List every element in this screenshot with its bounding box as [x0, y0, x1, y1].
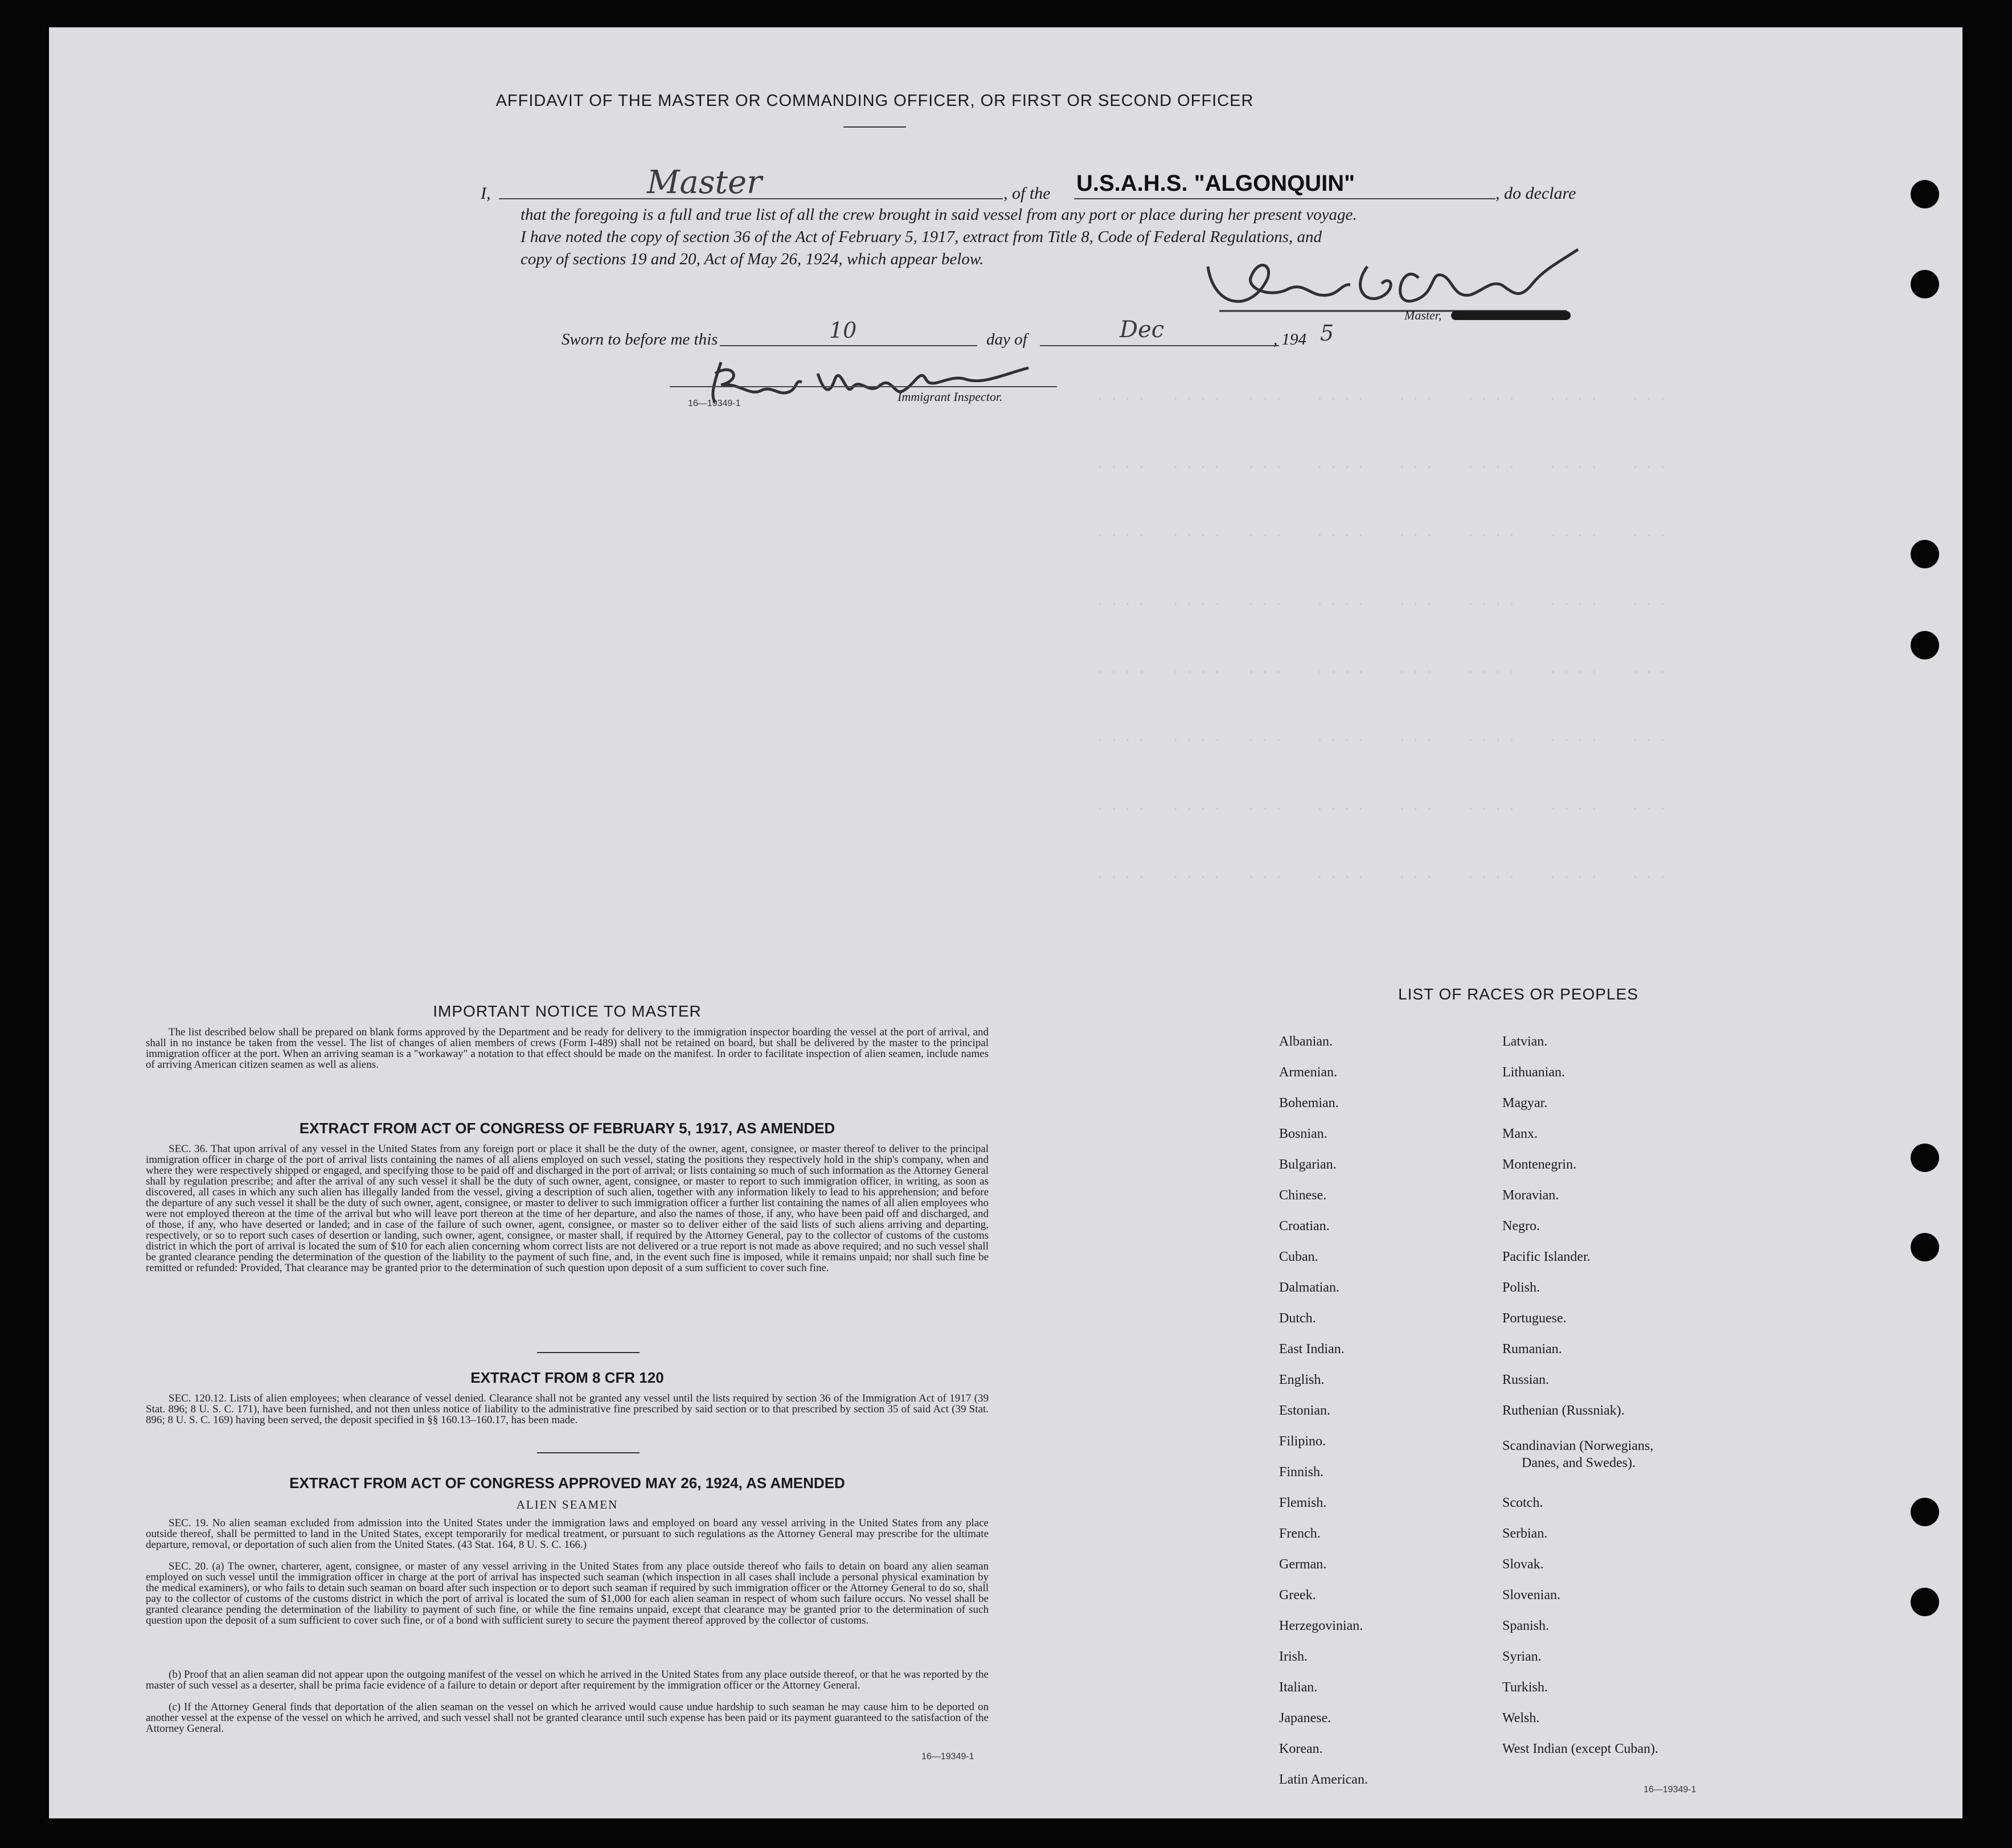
race-item: Bosnian.	[1279, 1126, 1327, 1141]
race-item: Slovak.	[1502, 1557, 1544, 1572]
sworn-label: Sworn to before me this	[562, 330, 718, 349]
race-item: German.	[1279, 1557, 1327, 1572]
race-item: Dalmatian.	[1279, 1280, 1339, 1295]
i-label: I,	[481, 184, 491, 203]
race-item: Ruthenian (Russniak).	[1502, 1403, 1625, 1418]
race-item: Welsh.	[1502, 1711, 1540, 1726]
of-the-label: , of the	[1003, 184, 1051, 203]
extract-1924-sec20a: SEC. 20. (a) The owner, charterer, agent, consignee, or master of any vessel arriving in the United States from any place outside thereof who fails to detain on board any alien seaman employed on such vessel until the immigration officer in charge at the port of arrival has inspected such seaman (which inspection in all cases shall include a personal physical examination by the medical examiners), or who fails to detain such seaman on board after such inspection or to deport such seaman if required by such immigration officer or the Attorney General to do so, shall pay to the collector of customs of the customs district in which the port of arrival is located the sum of $1,000 for each alien seaman in respect of whom such failure occurs. No vessel shall be granted clearance pending the determination of the liability to payment of such fine, or while the fine remains unpaid, except that clearance may be granted prior to the determination of such question upon the deposit of a sum sufficient to cover such fine, or of a bond with sufficient surety to secure the payment thereof approved by the collector of customs.	[146, 1560, 989, 1626]
affidavit-title: AFFIDAVIT OF THE MASTER OR COMMANDING OFFICER, OR FIRST OR SECOND OFFICER	[495, 92, 1254, 110]
extract-1924-subheading: ALIEN SEAMEN	[516, 1498, 618, 1511]
race-item: Russian.	[1502, 1372, 1550, 1387]
document-page: · · · · · · · · · · · · · · · · · · · · · · · · · · · · · · · · · · · · · · · · · · · · · · · · · · · · · · · · · · · · · · · · · · · · · · · · · · · · · · · · · · · · · · · · · · · · · · · · · · · · · · · · · · · · · · · · · · · · · · · · · · · · · · · · · · · · · · · · · · · · · · · · · · · · · · · · · · · · · · · · · · · · · · · · · · · · · · · · · · · · · · · · · · · · · · · · · · · · · · · · · · · · · · · · · · · · · · · · · · · · · · · · · · · · · · · · AFFIDAVIT OF THE MASTER OR COMMANDING OFFICER, OR FIRST OR SECOND OFFICER I, Master , of the U.S.A.H.S. "ALGONQUIN" , do declare that the foregoing is a full and true list of all the crew brought in said vessel from any port or place during her present voyage. I have noted the copy of section 36 of the Act of February 5, 1917, extract from Title 8, Code of Federal Regulations, and copy of sections 19 and 20, Act of May 26, 1924, which appear below. Master, Sworn to before me this 10 day of Dec , 194 5 16—19349-1 Immigrant Inspector. IMPORTANT NOTICE TO MASTER The list described below shall be prepared on blank forms approved by the Department and be ready for delivery to the immigration inspector boarding the vessel at the port of arrival, and shall in no instance be taken from the vessel. The list of changes of alien members of crews (Form I-489) shall not be retained on board, but shall be delivered by the master to the principal immigration officer at the port. When an arriving seaman is a "workaway" a notation to that effect should be made on the manifest. In order to facilitate inspection of alien seamen, include names of arriving American citizen seamen as well as aliens. EXTRACT FROM ACT OF CONGRESS OF FEBRUARY 5, 1917, AS AMENDED SEC. 36. That upon arrival of any vessel in the United States from any foreign port or place it shall be the duty of the owner, agent, consignee, or master thereof to deliver to the principal immigration officer in charge of the port of arrival lists containing the names of all aliens employed on such vessel, stating the positions they respectively hold in the ship's company, when and where they were respectively shipped or engaged, and specifying those to be paid off and discharged in the port of arrival; or lists containing so much of such information as the Attorney General shall by regulation prescribe; and after the arrival of any such vessel it shall be the duty of such owner, agent, consignee, or master to report to such immigration officer, in writing, as soon as discovered, all cases in which any such alien has illegally landed from the vessel, giving a description of such alien, together with any information likely to lead to his apprehension; and before the departure of any such vessel it shall be the duty of such owner, agent, consignee, or master to deliver to such immigration officer a further list containing the names of all alien employees who were not employed thereon at the time of the arrival but who will leave port thereon at the time of her departure, and also the names of those, if any, who have been paid off and discharged, and of those, if any, who have deserted or landed; and in case of the failure of such owner, agent, consignee, or master so to deliver either of the said lists of such aliens arriving and departing, respectively, or so to report such cases of desertion or landing, such owner, agent, consignee, or master shall, if required by the Attorney General, pay to the collector of customs of the customs district in which the port of arrival is located the sum of $10 for each alien concerning whom correct lists are not delivered or a true report is not made as above required; and no such vessel shall be granted clearance pending the determination of the question of the liability to the payment of such fine, and, in the event such fine is imposed, while it remains unpaid; nor shall such fine be remitted or refunded: Provided, That clearance may be granted prior to the determination of such question upon deposit of a sum sufficient to cover such fine. EXTRACT FROM 8 CFR 120 SEC. 120.12. Lists of alien employees; when clearance of vessel denied. Clearance shall not be granted any vessel until the lists required by section 36 of the Immigration Act of 1917 (39 Stat. 896; 8 U. S. C. 171), have been furnished, and not then unless notice of liability to the administrative fine prescribed by said section or to that prescribed by section 35 of said Act (39 Stat. 896; 8 U. S. C. 169) having been served, the deposit specified in §§ 160.13–160.17, has been made. EXTRACT FROM ACT OF CONGRESS APPROVED MAY 26, 1924, AS AMENDED ALIEN SEAMEN SEC. 19. No alien seaman excluded from admission into the United States under the immigration laws and employed on board any vessel arriving in the United States from any place outside thereof, shall be permitted to land in the United States, except temporarily for medical treatment, or pursuant to such regulations as the Attorney General may prescribe for the ultimate departure, removal, or deportation of such alien from the United States. (43 Stat. 164, 8 U. S. C. 166.) SEC. 20. (a) The owner, charterer, agent, consignee, or master of any vessel arriving in the United States from any place outside thereof who fails to detain on board any alien seaman employed on such vessel until the immigration officer in charge at the port of arrival has inspected such seaman (which inspection in all cases shall include a personal physical examination by the medical examiners), or who fails to detain such seaman on board after such inspection or to deport such seaman if required by such immigration officer or the Attorney General to do so, shall pay to the collector of customs of the customs district in which the port of arrival is located the sum of $1,000 for each alien seaman in respect of whom such failure occurs. No vessel shall be granted clearance pending the determination of the liability to payment of such fine, or while the fine remains unpaid, except that clearance may be granted prior to the determination of such question upon the deposit of a sum sufficient to cover such fine, or of a bond with sufficient surety to secure the payment thereof approved by the collector of customs. (b) Proof that an alien seaman did not appear upon the outgoing manifest of the vessel on which he arrived in the United States from any place outside thereof, or that he was reported by the master of such vessel as a deserter, shall be prima facie evidence of a failure to detain or deport after requirement by the immigration officer or the Attorney General. (c) If the Attorney General finds that deportation of the alien seaman on the vessel on which he arrived would cause undue hardship to such seaman he may cause him to be deported on another vessel at the expense of the vessel on which he arrived, and such vessel shall not be granted clearance until such expense has been paid or its payment guaranteed to the satisfaction of the Attorney General. 16—19349-1 LIST OF RACES OR PEOPLES Albanian. Armenian. Bohemian. Bosnian. Bulgarian. Chinese. Croatian. Cuban. Dalmatian. Dutch. East Indian. English. Estonian. Filipino. Finnish. Flemish. French. German. Greek. Herzegovinian. Irish. Italian. Japanese. Korean. Latin American. Latvian. Lithuanian. Magyar. Manx. Montenegrin. Moravian. Negro. Pacific Islander. Polish. Portuguese. Rumanian. Russian. Ruthenian (Russniak). Scandinavian (Norwegians, Danes, and Swedes). Scotch. Serbian. Slovak. Slovenian. Spanish. Syrian. Turkish. Welsh. West Indian (except Cuban). 16—19349-1	[49, 27, 1962, 1818]
title-rule	[843, 126, 906, 128]
vessel-name: U.S.A.H.S. "ALGONQUIN"	[1076, 171, 1355, 196]
race-item: Negro.	[1502, 1219, 1540, 1234]
race-item: Syrian.	[1502, 1649, 1542, 1664]
race-item: Chinese.	[1279, 1188, 1327, 1203]
race-item: Japanese.	[1279, 1711, 1331, 1726]
extract-1924-sec20c: (c) If the Attorney General finds that deportation of the alien seaman on the vessel on which he arrived would cause undue hardship to such seaman he may cause him to be deported on another vessel at the expense of the vessel on which he arrived, and such vessel shall not be granted clearance until such expense has been paid or its payment guaranteed to the satisfaction of the Attorney General.	[146, 1701, 989, 1735]
extract-1924-sec19: SEC. 19. No alien seaman excluded from admission into the United States under the immigration laws and employed on board any vessel arriving in the United States from any place outside thereof, shall be permitted to land in the United States, except temporarily for medical treatment, or pursuant to such regulations as the Attorney General may prescribe for the ultimate departure, removal, or deportation of such alien from the United States. (43 Stat. 164, 8 U. S. C. 166.)	[146, 1517, 989, 1551]
race-item: Korean.	[1279, 1742, 1323, 1756]
year-prefix: , 194	[1273, 330, 1306, 349]
race-item: Croatian.	[1279, 1219, 1330, 1234]
race-item: Herzegovinian.	[1279, 1618, 1363, 1633]
race-item: English.	[1279, 1372, 1325, 1387]
race-item: Portuguese.	[1502, 1311, 1567, 1326]
punch-hole	[1911, 270, 1939, 298]
day-of-label: day of	[986, 330, 1027, 349]
race-item: Pacific Islander.	[1502, 1249, 1591, 1264]
extract-1917-text: SEC. 36. That upon arrival of any vessel in the United States from any foreign port or place it shall be the duty of the owner, agent, consignee, or master thereof to deliver to the principal immigration officer in charge of the port of arrival lists containing the names of all aliens employed on such vessel, stating the positions they respectively hold in the ship's company, when and where they were respectively shipped or engaged, and specifying those to be paid off and discharged in the port of arrival; or lists containing so much of such information as the Attorney General shall by regulation prescribe; and after the arrival of any such vessel it shall be the duty of such owner, agent, consignee, or master to report to such immigration officer, in writing, as soon as discovered, all cases in which any such alien has illegally landed from the vessel, giving a description of such alien, together with any information likely to lead to his apprehension; and before the departure of any such vessel it shall be the duty of such owner, agent, consignee, or master to deliver to such immigration officer a further list containing the names of all alien employees who were not employed thereon at the time of the arrival but who will leave port thereon at the time of her departure, and also the names of those, if any, who have been paid off and discharged, and of those, if any, who have deserted or landed; and in case of the failure of such owner, agent, consignee, or master so to deliver either of the said lists of such aliens arriving and departing, respectively, or so to report such cases of desertion or landing, such owner, agent, consignee, or master shall, if required by the Attorney General, pay to the collector of customs of the customs district in which the port of arrival is located the sum of $10 for each alien concerning whom correct lists are not delivered or a true report is not made as above required; and no such vessel shall be granted clearance pending the determination of the question of the liability to the payment of such fine, and, in the event such fine is imposed, while it remains unpaid; nor shall such fine be remitted or refunded: Provided, That clearance may be granted prior to the determination of such question upon deposit of a sum sufficient to cover such fine.	[146, 1143, 989, 1274]
master-signature	[1196, 244, 1595, 318]
extract-cfr-heading: EXTRACT FROM 8 CFR 120	[470, 1369, 664, 1386]
race-item: Italian.	[1279, 1680, 1318, 1695]
race-item: Polish.	[1502, 1280, 1540, 1295]
extract-cfr-text: SEC. 120.12. Lists of alien employees; when clearance of vessel denied. Clearance shall not be granted any vessel until the lists required by section 36 of the Immigration Act of 1917 (39 Stat. 896; 8 U. S. C. 171), have been furnished, and not then unless notice of liability to the administrative fine prescribed by said section or to that prescribed by section 35 of said Act (39 Stat. 896; 8 U. S. C. 169) having been served, the deposit specified in §§ 160.13–160.17, has been made.	[146, 1392, 989, 1426]
race-item: Latin American.	[1279, 1772, 1368, 1787]
extract-1917-heading: EXTRACT FROM ACT OF CONGRESS OF FEBRUARY 5, 1917, AS AMENDED	[299, 1120, 835, 1137]
race-item: Lithuanian.	[1502, 1065, 1565, 1080]
race-item: Spanish.	[1502, 1618, 1550, 1633]
section-rule	[537, 1452, 640, 1453]
race-item: Armenian.	[1279, 1065, 1337, 1080]
redaction-mark	[1451, 311, 1571, 320]
race-item: Albanian.	[1279, 1034, 1333, 1049]
affidavit-line-2: that the foregoing is a full and true list of all the crew brought in said vessel from any port or place during her present voyage.	[521, 206, 1357, 224]
section-rule	[537, 1352, 640, 1353]
race-item: Slovenian.	[1502, 1588, 1560, 1603]
race-item: Scandinavian (Norwegians,	[1502, 1439, 1654, 1453]
race-item: Manx.	[1502, 1126, 1538, 1141]
race-item: Bulgarian.	[1279, 1157, 1337, 1172]
punch-hole	[1911, 180, 1939, 208]
race-item: Scotch.	[1502, 1495, 1543, 1510]
race-item: Bohemian.	[1279, 1096, 1339, 1111]
race-item: Flemish.	[1279, 1495, 1327, 1510]
inspector-label: Immigrant Inspector.	[898, 390, 1003, 404]
sworn-month-handwritten: Dec	[1120, 317, 1165, 343]
race-item: Rumanian.	[1502, 1342, 1562, 1357]
race-item: Moravian.	[1502, 1188, 1559, 1203]
punch-hole	[1911, 1498, 1939, 1526]
race-item: Finnish.	[1279, 1465, 1324, 1480]
punch-hole	[1911, 1144, 1939, 1172]
notice-heading: IMPORTANT NOTICE TO MASTER	[433, 1002, 702, 1020]
race-item: French.	[1279, 1526, 1321, 1541]
extract-1924-sec20b: (b) Proof that an alien seaman did not appear upon the outgoing manifest of the vessel on which he arrived in the United States from any place outside thereof, or that he was reported by the master of such vessel as a deserter, shall be prima facie evidence of a failure to detain or deport after requirement by the immigration officer or the Attorney General.	[146, 1669, 989, 1691]
extract-form-number: 16—19349-1	[921, 1752, 974, 1761]
races-form-number: 16—19349-1	[1644, 1785, 1697, 1794]
i-value-handwritten: Master	[647, 164, 762, 201]
affidavit-line-3: I have noted the copy of section 36 of the Act of February 5, 1917, extract from Title 8, Code of Federal Regulations, and	[521, 228, 1322, 246]
race-item: Danes, and Swedes).	[1522, 1456, 1636, 1470]
inspector-line	[670, 386, 1057, 387]
race-item: Latvian.	[1502, 1034, 1548, 1049]
vessel-line	[1074, 198, 1495, 199]
sworn-month-line	[1040, 345, 1279, 346]
race-item: East Indian.	[1279, 1342, 1345, 1357]
race-item: Magyar.	[1502, 1096, 1548, 1111]
punch-hole	[1911, 631, 1939, 659]
year-suffix-handwritten: 5	[1320, 321, 1334, 346]
race-item: Estonian.	[1279, 1403, 1330, 1418]
sworn-day-line	[720, 345, 977, 346]
notice-text: The list described below shall be prepared on blank forms approved by the Department and be ready for delivery to the immigration inspector boarding the vessel at the port of arrival, and shall in no instance be taken from the vessel. The list of changes of alien members of crews (Form I-489) shall not be retained on board, but shall be delivered by the master to the principal immigration officer at the port. When an arriving seaman is a "workaway" a notation to that effect should be made on the manifest. In order to facilitate inspection of alien seamen, include names of arriving American citizen seamen as well as aliens.	[146, 1026, 989, 1071]
race-item: Filipino.	[1279, 1434, 1326, 1449]
race-item: Cuban.	[1279, 1249, 1318, 1264]
punch-hole	[1911, 1588, 1939, 1616]
race-item: Montenegrin.	[1502, 1157, 1576, 1172]
race-item: Dutch.	[1279, 1311, 1316, 1326]
race-item: West Indian (except Cuban).	[1502, 1742, 1658, 1756]
master-label: Master,	[1404, 308, 1442, 322]
affidavit-line-4: copy of sections 19 and 20, Act of May 26, 1924, which appear below.	[521, 250, 984, 268]
race-item: Greek.	[1279, 1588, 1316, 1603]
affidavit-form-number: 16—19349-1	[688, 399, 741, 408]
races-heading: LIST OF RACES OR PEOPLES	[1398, 985, 1638, 1003]
extract-1924-heading: EXTRACT FROM ACT OF CONGRESS APPROVED MAY 26, 1924, AS AMENDED	[289, 1474, 845, 1491]
race-item: Irish.	[1279, 1649, 1308, 1664]
do-declare-label: , do declare	[1495, 184, 1576, 203]
sworn-day-handwritten: 10	[829, 318, 857, 343]
race-item: Serbian.	[1502, 1526, 1548, 1541]
punch-hole	[1911, 1233, 1939, 1261]
race-item: Turkish.	[1502, 1680, 1548, 1695]
punch-hole	[1911, 540, 1939, 568]
